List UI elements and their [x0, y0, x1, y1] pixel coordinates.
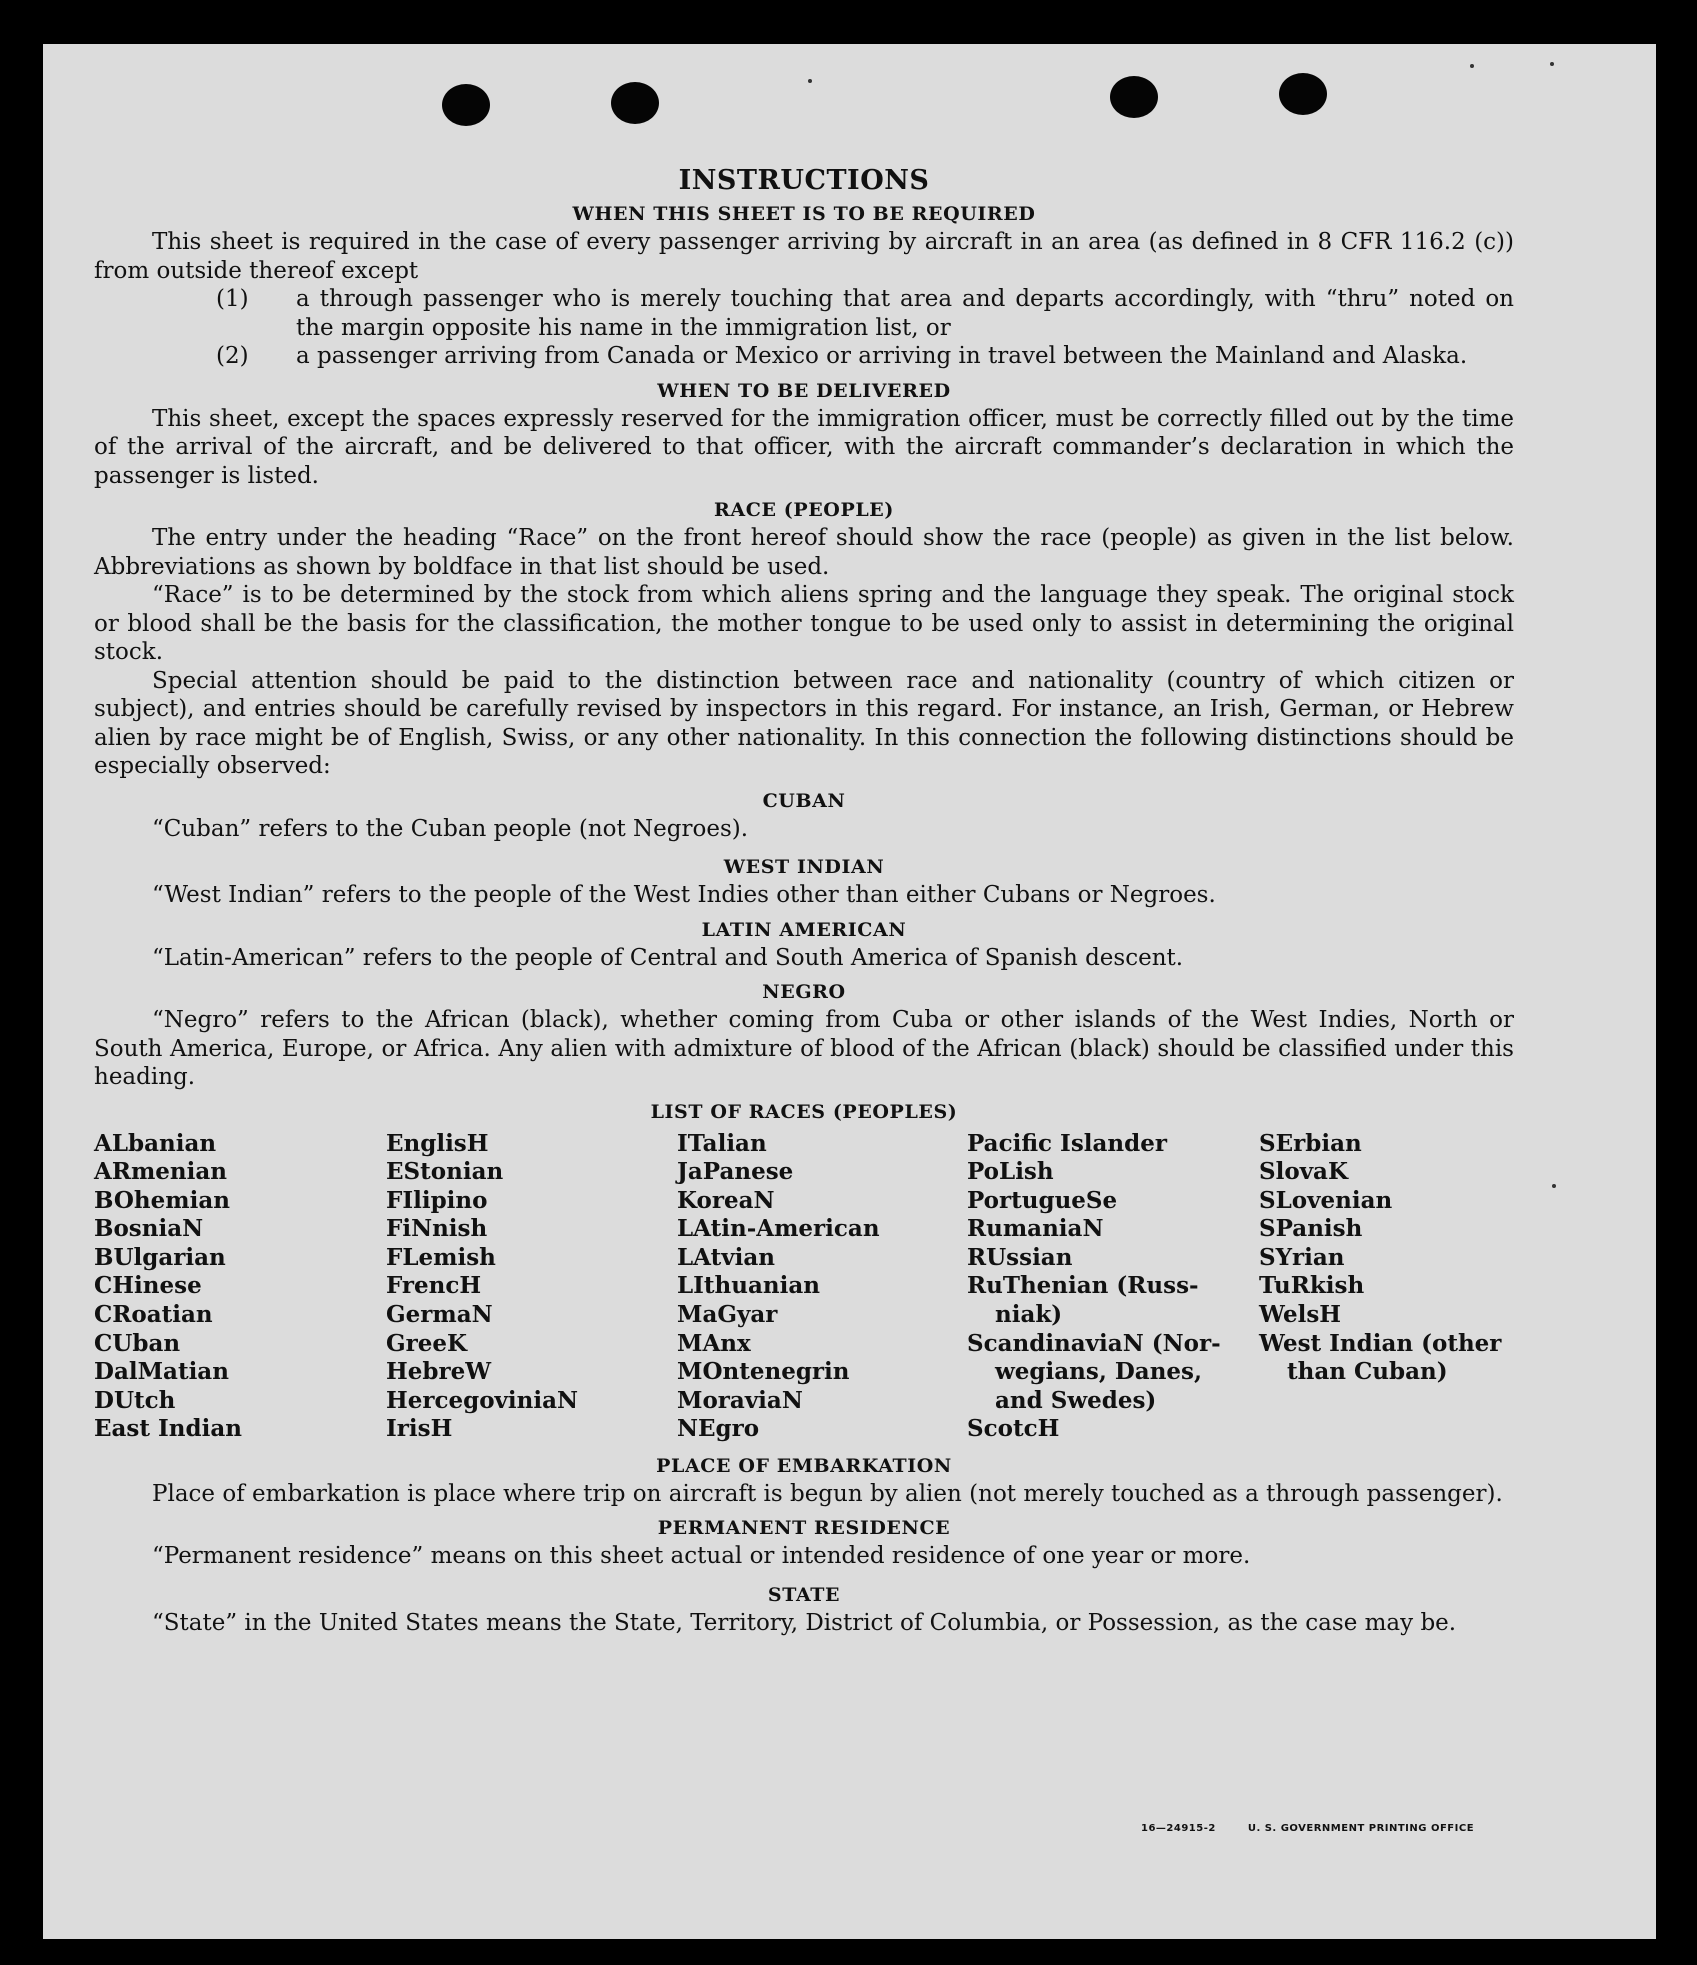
- race-entry: WelsH: [1259, 1301, 1342, 1329]
- race-entry: ScandinaviaN (Nor-: [967, 1329, 1221, 1357]
- race-paragraph-1: The entry under the heading “Race” on the front hereof should show the race (people) as given in the list below. Abbreviations as shown by boldface in that list should be used.: [94, 525, 1514, 580]
- item-text: a passenger arriving from Canada or Mexico or arriving in travel between the Mainland and Alaska.: [296, 343, 1468, 369]
- race-entry: PortugueSe: [967, 1186, 1118, 1214]
- race-entry: SErbian: [1259, 1129, 1362, 1157]
- heading-cuban: CUBAN: [762, 789, 846, 812]
- race-entry: HercegoviniaN: [386, 1386, 579, 1414]
- heading-west-indian: WEST INDIAN: [723, 856, 885, 878]
- race-entry: SlovaK: [1259, 1158, 1348, 1186]
- document-sheet: [43, 44, 1656, 1939]
- race-entry: ScotcH: [967, 1415, 1060, 1443]
- exception-item-1: [94, 285, 1514, 342]
- race-entry: GermaN: [386, 1301, 493, 1329]
- item-text: a through passenger who is merely touching that area and departs accordingly, with “thru” noted on the margin opposite his name in the immigration list, or: [296, 286, 1514, 341]
- race-entry: NEgro: [677, 1415, 760, 1443]
- embarkation-text: Place of embarkation is place where trip on aircraft is begun by alien (not merely touched as a through passenger).: [152, 1480, 1503, 1507]
- punch-hole: [1279, 73, 1327, 115]
- printer-credit: U. S. GOVERNMENT PRINTING OFFICE: [1247, 1823, 1475, 1834]
- race-entry: RUssian: [967, 1243, 1073, 1271]
- speck: [1470, 64, 1474, 68]
- exception-item-2: [94, 342, 1514, 371]
- punch-hole: [1110, 76, 1158, 118]
- race-entry: FLemish: [386, 1243, 496, 1271]
- when-required-text: This sheet is required in the case of every passenger arriving by aircraft in an area (as defined in 8 CFR 116.2 (c)) from outside thereof except: [94, 229, 1514, 284]
- race-entry: FrencH: [386, 1272, 482, 1300]
- race-entry: MoraviaN: [677, 1386, 803, 1414]
- race-entry: PoLish: [967, 1158, 1054, 1186]
- race-entry: FIlipino: [386, 1186, 488, 1214]
- race-entry: RumaniaN: [967, 1215, 1104, 1243]
- race-entry: LAtin-American: [677, 1215, 880, 1243]
- heading-when-delivered: WHEN TO BE DELIVERED: [657, 379, 951, 402]
- race-entry: MAnx: [677, 1329, 751, 1357]
- race-entry: East Indian: [94, 1415, 242, 1443]
- race-column-2: [386, 1130, 578, 1445]
- race-entry: niak): [995, 1301, 1063, 1329]
- race-entry: CHinese: [94, 1272, 202, 1300]
- race-entry: IrisH: [386, 1415, 453, 1443]
- race-list: [94, 1130, 1514, 1446]
- item-number: (1): [216, 286, 249, 312]
- speck: [1550, 62, 1554, 66]
- race-column-5: [1259, 1130, 1501, 1387]
- race-entry: MaGyar: [677, 1301, 778, 1329]
- item-number: (2): [216, 343, 249, 369]
- race-entry: CUban: [94, 1329, 181, 1357]
- race-entry: ITalian: [677, 1129, 767, 1157]
- heading-race: RACE (PEOPLE): [714, 499, 894, 521]
- cuban-text: “Cuban” refers to the Cuban people (not Negroes).: [152, 815, 749, 842]
- latin-american-text: “Latin-American” refers to the people of Central and South America of Spanish descent.: [152, 944, 1184, 971]
- west-indian-text: “West Indian” refers to the people of the West Indies other than either Cubans or Negroes.: [152, 882, 1216, 908]
- race-entry: EStonian: [386, 1158, 504, 1186]
- race-entry: EnglisH: [386, 1129, 489, 1157]
- heading-when-required: WHEN THIS SHEET IS TO BE REQUIRED: [572, 203, 1036, 225]
- heading-negro: NEGRO: [762, 981, 846, 1003]
- punch-hole: [442, 84, 490, 126]
- page-title: INSTRUCTIONS: [678, 165, 930, 196]
- heading-place-of-embarkation: PLACE OF EMBARKATION: [656, 1454, 952, 1477]
- race-entry: SLovenian: [1259, 1186, 1393, 1214]
- race-entry: West Indian (other: [1259, 1329, 1502, 1357]
- race-entry: SPanish: [1259, 1215, 1363, 1243]
- race-entry: FiNnish: [386, 1215, 488, 1243]
- race-entry: BOhemian: [94, 1186, 230, 1214]
- race-entry: GreeK: [386, 1329, 468, 1357]
- print-footer: [1141, 1823, 1506, 1834]
- race-entry: HebreW: [386, 1358, 492, 1386]
- race-entry: LIthuanian: [677, 1272, 820, 1300]
- race-column-3: [677, 1130, 880, 1445]
- race-column-1: [94, 1130, 242, 1445]
- race-entry: MOntenegrin: [677, 1358, 850, 1386]
- race-entry: LAtvian: [677, 1243, 775, 1271]
- residence-text: “Permanent residence” means on this sheet actual or intended residence of one year or more.: [152, 1543, 1251, 1569]
- speck: [808, 79, 812, 83]
- race-entry: JaPanese: [677, 1158, 794, 1186]
- race-entry: than Cuban): [1287, 1358, 1448, 1386]
- negro-text: “Negro” refers to the African (black), whether coming from Cuba or other islands of the West Indies, North or South America, Europe, or Africa. Any alien with admixture of blood of the African (black) should be classified under this heading.: [94, 1007, 1514, 1090]
- punch-hole: [611, 82, 659, 124]
- race-entry: RuThenian (Russ-: [967, 1272, 1199, 1300]
- race-entry: DUtch: [94, 1386, 176, 1414]
- heading-permanent-residence: PERMANENT RESIDENCE: [657, 1517, 951, 1539]
- race-entry: TuRkish: [1259, 1272, 1365, 1300]
- heading-latin-american: LATIN AMERICAN: [701, 918, 907, 941]
- race-entry: BosniaN: [94, 1215, 204, 1243]
- form-number: 16—24915-2: [1141, 1823, 1216, 1834]
- race-entry: BUlgarian: [94, 1243, 226, 1271]
- when-delivered-text: This sheet, except the spaces expressly reserved for the immigration officer, must be correctly filled out by the time of the arrival of the aircraft, and be delivered to that officer, with the aircraft commander’s declaration in which the passenger is listed.: [94, 405, 1514, 489]
- heading-list-of-races: LIST OF RACES (PEOPLES): [650, 1100, 958, 1123]
- race-paragraph-2: “Race” is to be determined by the stock from which aliens spring and the language they speak. The original stock or blood shall be the basis for the classification, the mother tongue to be used only to assist in determining the original stock.: [94, 582, 1514, 665]
- race-entry: wegians, Danes,: [995, 1358, 1202, 1386]
- race-entry: KoreaN: [677, 1186, 775, 1214]
- race-entry: ARmenian: [94, 1158, 228, 1186]
- race-entry: ALbanian: [94, 1129, 217, 1157]
- race-entry: and Swedes): [995, 1386, 1157, 1414]
- state-text: “State” in the United States means the State, Territory, District of Columbia, or Possession, as the case may be.: [152, 1609, 1457, 1636]
- instructions-content: [94, 164, 1514, 1637]
- speck: [1552, 1184, 1556, 1188]
- race-entry: SYrian: [1259, 1243, 1345, 1271]
- race-entry: Pacific Islander: [967, 1129, 1167, 1157]
- race-entry: DalMatian: [94, 1358, 229, 1386]
- race-entry: CRoatian: [94, 1301, 213, 1329]
- race-column-4: [967, 1130, 1221, 1445]
- heading-state: STATE: [767, 1583, 841, 1606]
- race-paragraph-3: Special attention should be paid to the distinction between race and nationality (country of which citizen or subject), and entries should be carefully revised by inspectors in this regard. For instance, an Irish, German, or Hebrew alien by race might be of English, Swiss, or any other nationality. In this connection the following distinctions should be especially observed:: [94, 667, 1514, 779]
